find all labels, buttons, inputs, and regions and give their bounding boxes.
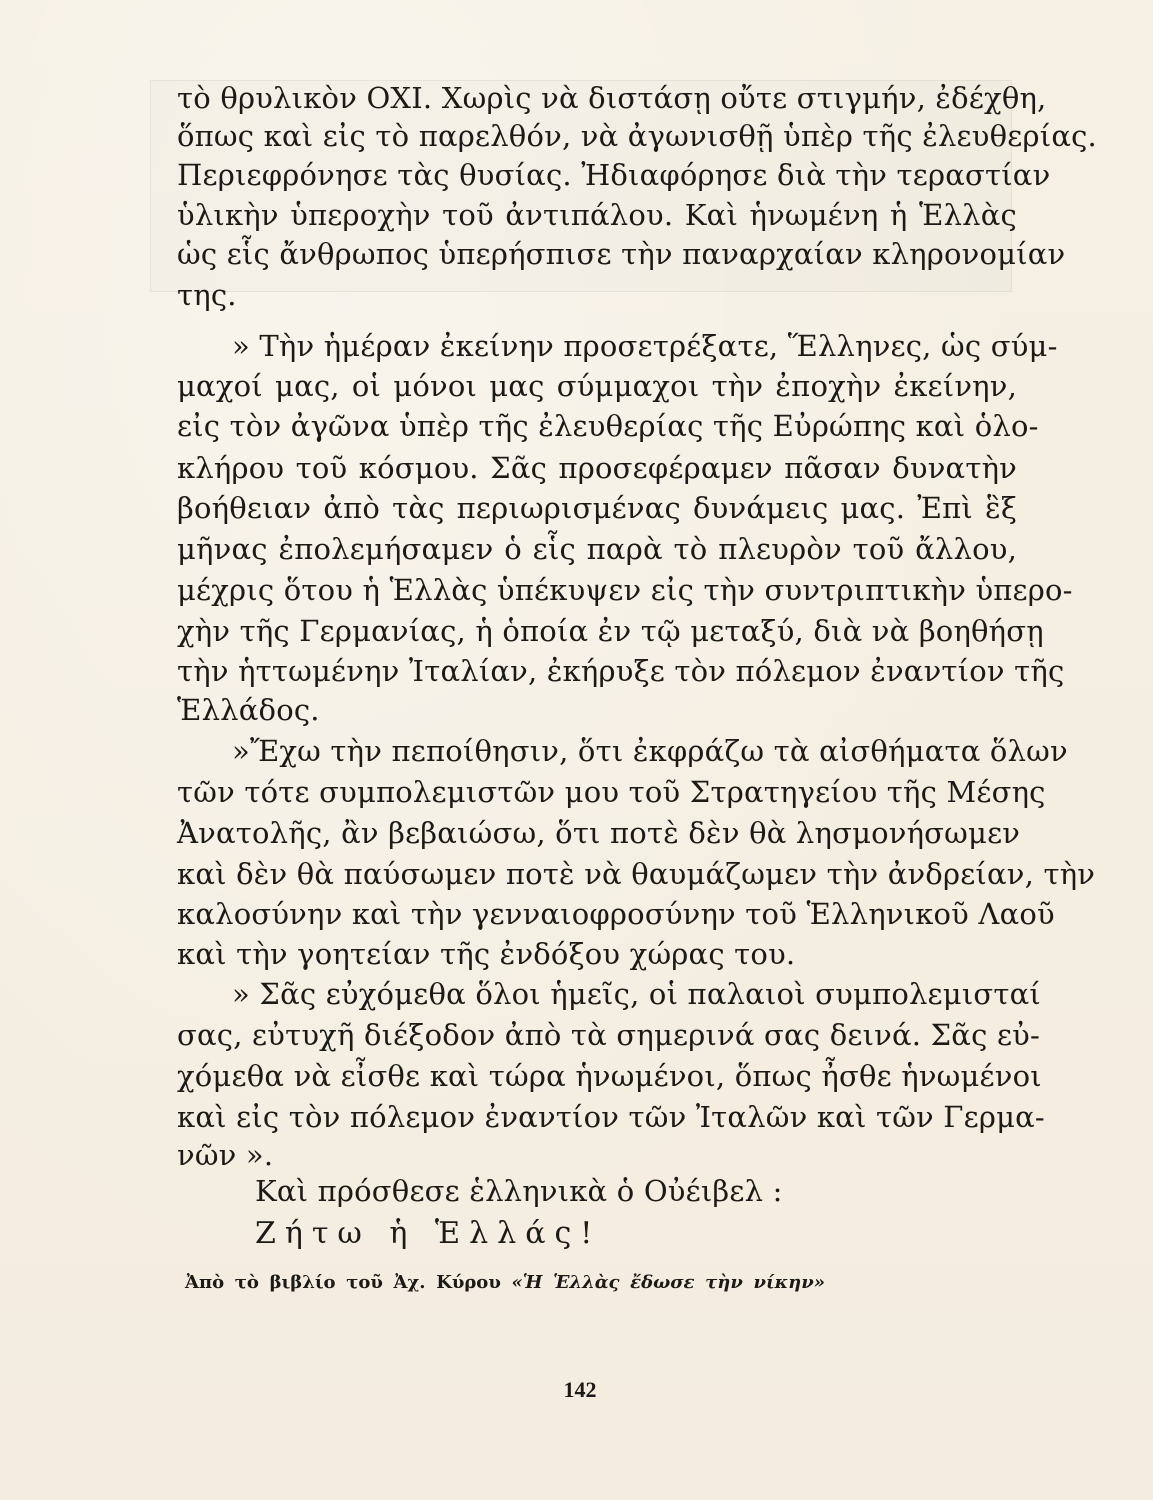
text-line: μέχρις ὅτου ἡ Ἑλλὰς ὑπέκυψεν εἰς τὴν συντριπτικὴν ὑπερο-	[177, 573, 1073, 607]
text-line: σας, εὐτυχῆ διέξοδον ἀπὸ τὰ σημερινά σας δεινά. Σᾶς εὐ-	[177, 1018, 1041, 1052]
citation-title: «Ἡ Ἑλλὰς ἔδωσε τὴν νίκην»	[511, 1272, 825, 1293]
citation	[185, 1271, 825, 1295]
text-line: Ἀνατολῆς, ἂν βεβαιώσω, ὅτι ποτὲ δὲν θὰ λησμονήσωμεν	[177, 816, 1021, 850]
text-line: κλήρου τοῦ κόσμου. Σᾶς προσεφέραμεν πᾶσαν δυνατὴν	[177, 451, 1017, 485]
paragraph-start-line: » Σᾶς εὐχόμεθα ὅλοι ἡμεῖς, οἱ παλαιοὶ συμπολεμισταί	[232, 977, 1041, 1011]
page-number: 142	[563, 1377, 597, 1402]
text-line: εἰς τὸν ἀγῶνα ὑπὲρ τῆς ἐλευθερίας τῆς Εὐρώπης καὶ ὁλο-	[177, 409, 1039, 443]
text-line: ὡς εἷς ἄνθρωπος ὑπερήσπισε τὴν παναρχαίαν κληρονομίαν	[177, 237, 1066, 271]
exclamation: Ζήτω ἡ Ἑλλάς!	[255, 1216, 602, 1251]
text-line: μαχοί μας, οἱ μόνοι μας σύμμαχοι τὴν ἐποχὴν ἐκείνην,	[177, 369, 1017, 403]
text-line: Περιεφρόνησε τὰς θυσίας. Ἠδιαφόρησε διὰ τὴν τεραστίαν	[177, 158, 1051, 192]
text-line: ὅπως καὶ εἰς τὸ παρελθόν, νὰ ἀγωνισθῇ ὑπὲρ τῆς ἐλευθερίας.	[177, 119, 1097, 153]
text-line: Ἑλλάδος.	[177, 693, 320, 727]
text-line: καὶ εἰς τὸν πόλεμον ἐναντίον τῶν Ἰταλῶν καὶ τῶν Γερμα-	[177, 1100, 1045, 1134]
text-line: καλοσύνην καὶ τὴν γενναιοφροσύνην τοῦ Ἑλληνικοῦ Λαοῦ	[177, 897, 1055, 931]
text-line: χὴν τῆς Γερμανίας, ἡ ὁποία ἐν τῷ μεταξύ, διὰ νὰ βοηθήσῃ	[177, 614, 1044, 648]
paragraph-start-line: » Τὴν ἡμέραν ἐκείνην προσετρέξατε, Ἕλληνες, ὡς σύμ-	[232, 329, 1058, 363]
paragraph-start-line: »Ἔχω τὴν πεποίθησιν, ὅτι ἐκφράζω τὰ αἰσθήματα ὅλων	[232, 734, 1068, 768]
text-line: τὸ θρυλικὸν ΟΧΙ. Χωρὶς νὰ διστάσῃ οὔτε στιγμήν, ἐδέχθη,	[177, 81, 1047, 115]
text-line: τῶν τότε συμπολεμιστῶν μου τοῦ Στρατηγείου τῆς Μέσης	[177, 775, 1046, 809]
citation-prefix: Ἀπὸ τὸ βιβλίο τοῦ Ἀχ. Κύρου	[185, 1272, 501, 1293]
text-line: καὶ τὴν γοητείαν τῆς ἐνδόξου χώρας του.	[177, 937, 796, 971]
text-line: καὶ δὲν θὰ παύσωμεν ποτὲ νὰ θαυμάζωμεν τὴν ἀνδρείαν, τὴν	[177, 857, 1096, 891]
text-line: μῆνας ἐπολεμήσαμεν ὁ εἷς παρὰ τὸ πλευρὸν τοῦ ἄλλου,	[177, 532, 1017, 566]
text-line: βοήθειαν ἀπὸ τὰς περιωρισμένας δυνάμεις μας. Ἐπὶ ἓξ	[177, 491, 1017, 525]
closing-line: Καὶ πρόσθεσε ἑλληνικὰ ὁ Οὐέιβελ :	[255, 1174, 783, 1208]
text-line: της.	[177, 278, 237, 312]
text-line: χόμεθα νὰ εἶσθε καὶ τώρα ἡνωμένοι, ὅπως ἦσθε ἡνωμένοι	[177, 1059, 1042, 1093]
text-line: νῶν ».	[177, 1138, 274, 1172]
text-line: ὑλικὴν ὑπεροχὴν τοῦ ἀντιπάλου. Καὶ ἡνωμένη ἡ Ἑλλὰς	[177, 198, 1017, 232]
text-line: τὴν ἡττωμένην Ἰταλίαν, ἐκήρυξε τὸν πόλεμον ἐναντίον τῆς	[177, 654, 1065, 688]
